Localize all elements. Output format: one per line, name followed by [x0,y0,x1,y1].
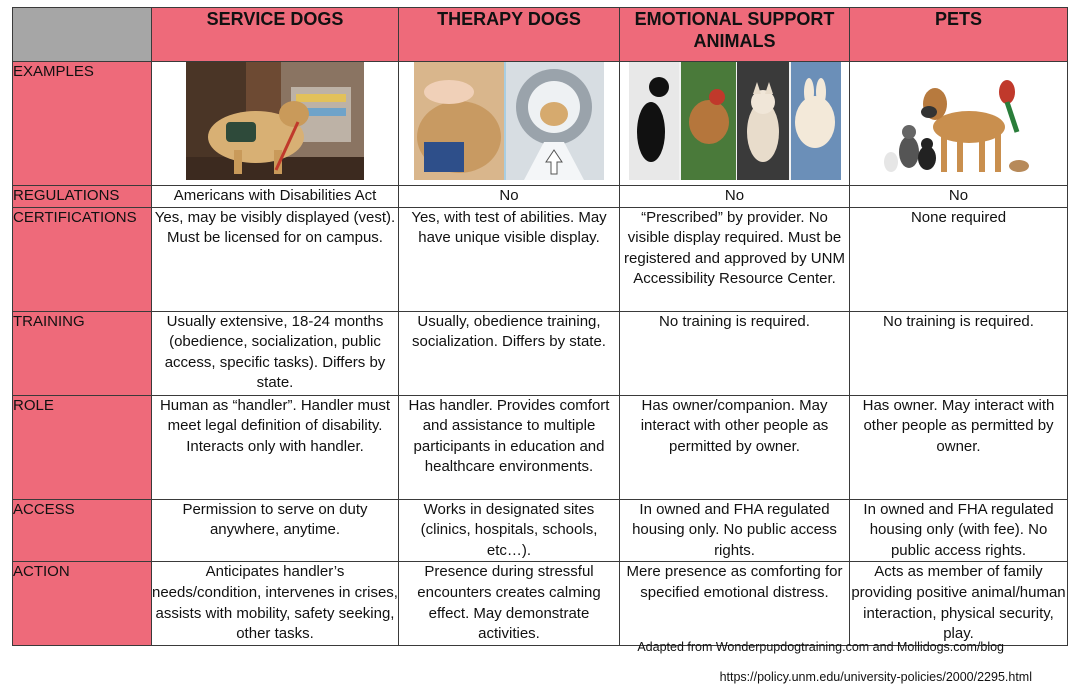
training-pets: No training is required. [850,311,1068,395]
certifications-pets: None required [850,207,1068,311]
role-service-dogs: Human as “handler”. Handler must meet legal definition of disability. Interacts only with handler. [152,395,399,499]
action-emotional-support-animals: Mere presence as comforting for specified emotional distress. [620,562,850,646]
row-label-role: ROLE [13,395,152,499]
header-service-dogs: SERVICE DOGS [152,8,399,62]
certifications-therapy-dogs: Yes, with test of abilities. May have unique visible display. [399,207,620,311]
certifications-service-dogs: Yes, may be visibly displayed (vest). Must be licensed for on campus. [152,207,399,311]
training-therapy-dogs: Usually, obedience training, socialization. Differs by state. [399,311,620,395]
row-label-access: ACCESS [13,499,152,562]
row-label-action: ACTION [13,562,152,646]
training-emotional-support-animals: No training is required. [620,311,850,395]
training-service-dogs: Usually extensive, 18-24 months (obedience, socialization, public access, specific tasks). Differs by state. [152,311,399,395]
action-therapy-dogs: Presence during stressful encounters creates calming effect. May demonstrate activities. [399,562,620,646]
examples-service-dogs [152,62,399,186]
therapy-dog-photo [414,62,604,180]
role-emotional-support-animals: Has owner/companion. May interact with other people as permitted by owner. [620,395,850,499]
row-label-training: TRAINING [13,311,152,395]
examples-pets [850,62,1068,186]
role-therapy-dogs: Has handler. Provides comfort and assistance to multiple participants in education and healthcare environments. [399,395,620,499]
emotional-support-animals-photo [629,62,841,180]
row-label-regulations: REGULATIONS [13,186,152,208]
access-therapy-dogs: Works in designated sites (clinics, hospitals, schools, etc…). [399,499,620,562]
corner-cell [13,8,152,62]
role-pets: Has owner. May interact with other people as permitted by owner. [850,395,1068,499]
row-label-certifications: CERTIFICATIONS [13,207,152,311]
regulations-emotional-support-animals: No [620,186,850,208]
policy-url: https://policy.unm.edu/university-policies/2000/2295.html [719,670,1032,684]
service-dog-photo [186,62,364,180]
regulations-therapy-dogs: No [399,186,620,208]
regulations-pets: No [850,186,1068,208]
regulations-service-dogs: Americans with Disabilities Act [152,186,399,208]
action-service-dogs: Anticipates handler’s needs/condition, intervenes in crises, assists with mobility, safety seeking, other tasks. [152,562,399,646]
examples-emotional-support-animals [620,62,850,186]
access-pets: In owned and FHA regulated housing only (with fee). No public access rights. [850,499,1068,562]
comparison-table [12,7,1068,646]
header-emotional-support-animals: EMOTIONAL SUPPORT ANIMALS [620,8,850,62]
pets-photo [879,62,1039,180]
header-pets: PETS [850,8,1068,62]
action-pets: Acts as member of family providing positive animal/human interaction, physical security, play. [850,562,1068,646]
access-emotional-support-animals: In owned and FHA regulated housing only. No public access rights. [620,499,850,562]
header-therapy-dogs: THERAPY DOGS [399,8,620,62]
access-service-dogs: Permission to serve on duty anywhere, anytime. [152,499,399,562]
examples-therapy-dogs [399,62,620,186]
source-credit: Adapted from Wonderpupdogtraining.com and Mollidogs.com/blog [637,640,1004,654]
certifications-emotional-support-animals: “Prescribed” by provider. No visible display required. Must be registered and approved by UNM Accessibility Resource Center. [620,207,850,311]
row-label-examples: EXAMPLES [13,62,152,186]
